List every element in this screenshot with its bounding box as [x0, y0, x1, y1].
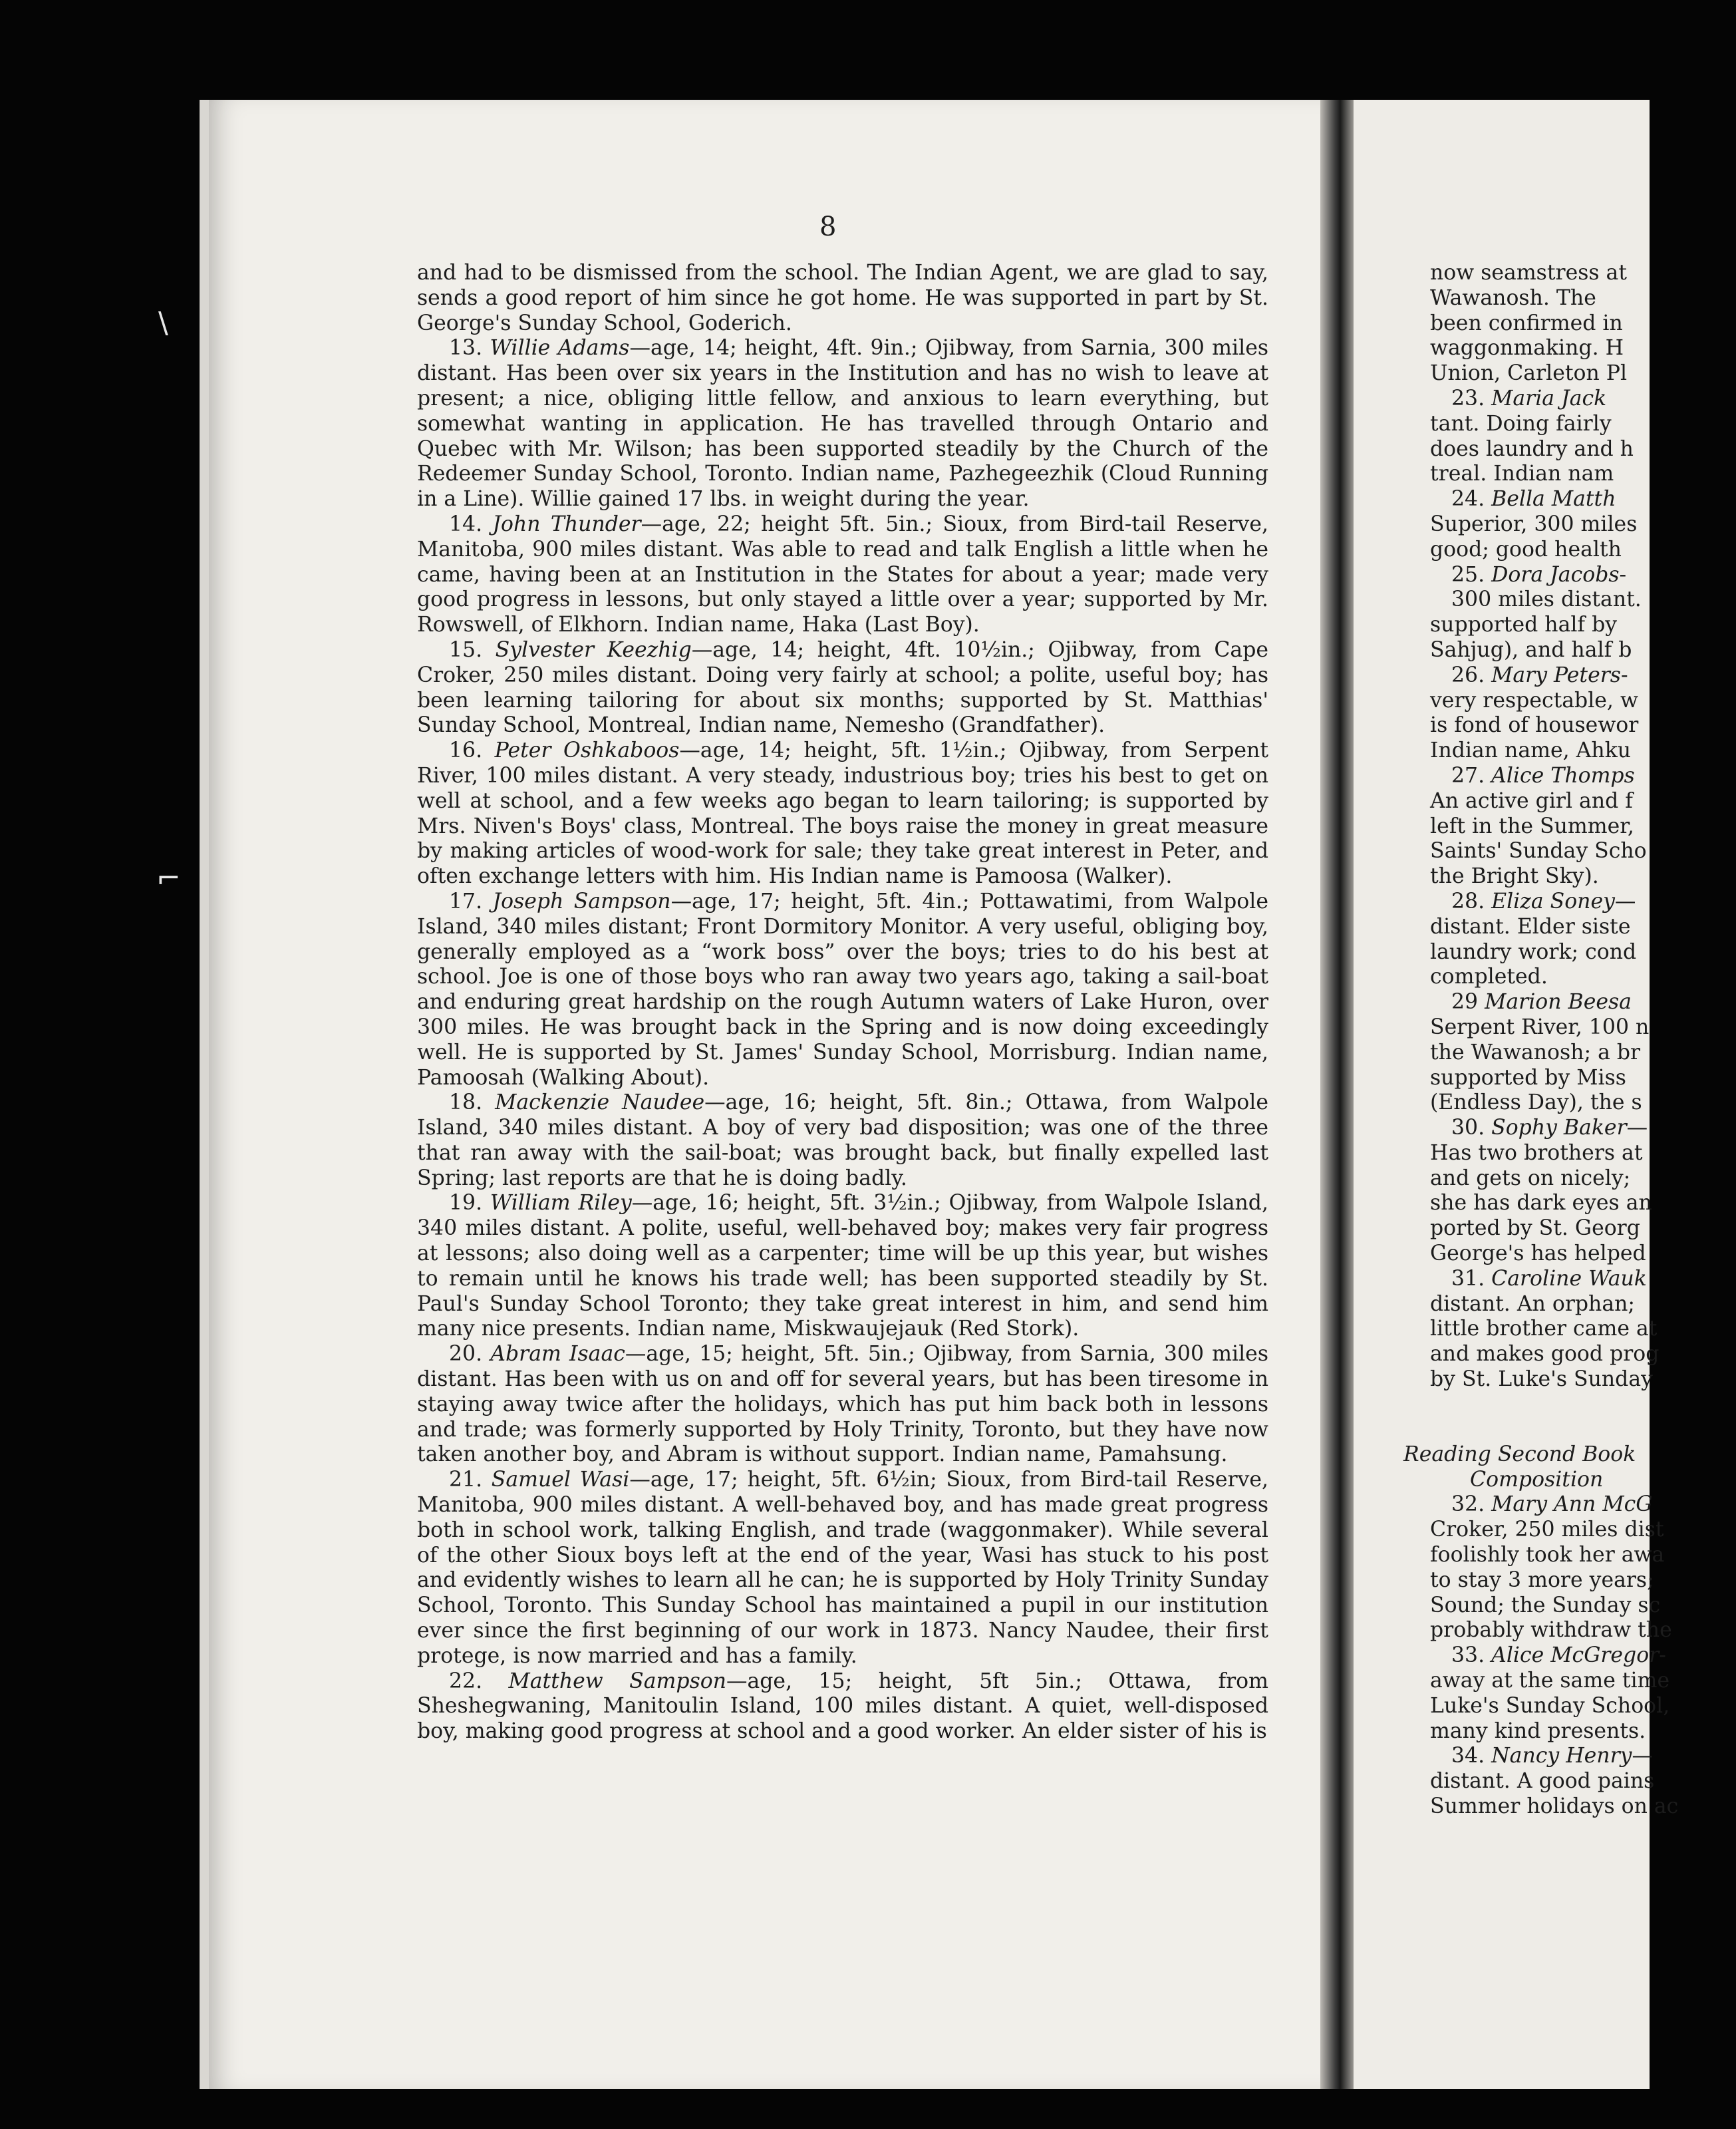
right-text-column — [1403, 261, 1736, 1820]
pupil-name: Eliza Soney — [1491, 889, 1615, 913]
text-line: probably withdraw the — [1430, 1618, 1672, 1643]
pupil-name: Caroline Wauk — [1491, 1266, 1647, 1291]
pupil-name: Mary Ann McG — [1491, 1492, 1653, 1517]
text-line: laundry work; cond — [1430, 939, 1637, 964]
text-line: left in the Summer, — [1430, 814, 1634, 838]
text-line: Sahjug), and half b — [1430, 637, 1632, 662]
paragraph: 20. Abram Isaac—age, 15; height, 5ft. 5in.; Ojibway, from Sarnia, 300 miles distant. Has been with us on and off for several years, but has been tiresome in staying away twice after the holidays, which has put him back both in lessons and trade; was formerly supported by Holy Trinity, Toronto, but they have now taken another boy, and Abram is without support. Indian name, Pamahsung. — [417, 1342, 1268, 1467]
text-line: away at the same time — [1430, 1669, 1670, 1693]
text-line: Summer holidays on ac — [1430, 1794, 1679, 1819]
pupil-name: Nancy Henry — [1491, 1744, 1632, 1768]
text-line: and gets on nicely; — [1430, 1166, 1631, 1190]
paragraph: 14. John Thunder—age, 22; height 5ft. 5in.; Sioux, from Bird-tail Reserve, Manitoba, 900 miles distant. Was able to read and talk English a little when he came, having been at an Institution in the States for about a year; made very good progress in lessons, but only stayed a little over a year; supported by Mr. Rowswell, of Elkhorn. Indian name, Haka (Last Boy). — [417, 512, 1268, 637]
paragraph: 18. Mackenzie Naudee—age, 16; height, 5ft. 8in.; Ottawa, from Walpole Island, 340 miles distant. A boy of very bad disposition; was one of the three that ran away with the sail-boat; was brought back, but finally expelled last Spring; last reports are that he is doing badly. — [417, 1090, 1268, 1190]
text-line: little brother came at — [1430, 1317, 1658, 1341]
text-line: An active girl and f — [1430, 788, 1633, 813]
text-line: supported half by — [1430, 613, 1618, 637]
text-line: ported by St. Georg — [1430, 1216, 1640, 1241]
text-line: and makes good prog — [1430, 1342, 1660, 1367]
text-line: Wawanosh. The — [1430, 285, 1596, 310]
text-line: (Endless Day), the s — [1430, 1090, 1642, 1115]
text-line: Croker, 250 miles dist — [1430, 1518, 1664, 1542]
pupil-name: Mackenzie Naudee — [495, 1090, 705, 1115]
text-line: very respectable, w — [1430, 688, 1638, 713]
text-line: 26. Mary Peters- — [1451, 663, 1628, 687]
pupil-name: Marion Beesa — [1485, 990, 1632, 1015]
text-line: completed. — [1430, 965, 1548, 989]
pupil-name: Dora Jacobs — [1491, 562, 1620, 587]
pupil-name: Willie Adams — [490, 336, 630, 361]
pupil-name: Sylvester Keezhig — [495, 637, 692, 662]
scan-mark: ⌐ — [156, 862, 181, 896]
text-line: Saints' Sunday Scho — [1430, 839, 1647, 864]
pupil-name: Bella Matth — [1491, 487, 1616, 512]
text-line: 27. Alice Thomps — [1451, 763, 1635, 788]
text-line: waggonmaking. H — [1430, 336, 1624, 361]
text-line: Composition — [1470, 1467, 1604, 1492]
paragraph: 13. Willie Adams—age, 14; height, 4ft. 9in.; Ojibway, from Sarnia, 300 miles distant. Has been over six years in the Institution and has no wish to leave at present; a nice, obliging little fellow, and anxious to learn everything, but somewhat wanting in application. He has travelled through Ontario and Quebec with Mr. Wilson; has been supported steadily by the Church of the Redeemer Sunday School, Toronto. Indian name, Pazhegeezhik (Cloud Running in a Line). Willie gained 17 lbs. in weight during the year. — [417, 336, 1269, 512]
paragraph: 15. Sylvester Keezhig—age, 14; height, 4ft. 10½in.; Ojibway, from Cape Croker, 250 miles distant. Doing very fairly at school; a polite, useful boy; has been learning tailoring for about six months; supported by St. Matthias' Sunday School, Montreal, Indian name, Nemesho (Grandfather). — [417, 637, 1269, 738]
text-line: tant. Doing fairly — [1430, 411, 1612, 436]
text-line: 24. Bella Matth — [1451, 487, 1616, 512]
text-line: good; good health — [1430, 537, 1622, 562]
text-line: now seamstress at — [1430, 261, 1627, 285]
text-line: Reading Second Book — [1403, 1442, 1636, 1466]
text-line: is fond of housewor — [1430, 713, 1639, 738]
text-line: Serpent River, 100 n — [1430, 1015, 1650, 1039]
text-line: foolishly took her awa — [1430, 1543, 1665, 1567]
scan-mark: \ — [158, 306, 168, 340]
pupil-name: Sophy Baker — [1491, 1116, 1627, 1140]
text-line: treal. Indian nam — [1430, 462, 1614, 486]
text-line: Union, Carleton Pl — [1430, 361, 1628, 386]
paragraph: 21. Samuel Wasi—age, 17; height, 5ft. 6½in; Sioux, from Bird-tail Reserve, Manitoba, 900 miles distant. A well-behaved boy, and has made great progress both in school work, talking English, and trade (waggonmaker). While several of the other Sioux boys left at the end of the year, Wasi has stuck to his post and evidently wishes to learn all he can; he is supported by Holy Trinity Sunday School, Toronto. This Sunday School has maintained a pupil in our institution ever since the first beginning of our work in 1873. Nancy Naudee, their first protege, is now married and has a family. — [417, 1468, 1269, 1668]
text-line: Indian name, Ahku — [1430, 738, 1632, 763]
text-line: many kind presents. — [1430, 1719, 1646, 1743]
page-number: 8 — [819, 212, 837, 242]
text-line: 28. Eliza Soney— — [1451, 889, 1636, 913]
pupil-name: Abram Isaac — [490, 1342, 625, 1367]
pupil-name: William Riley — [490, 1191, 632, 1216]
text-line: by St. Luke's Sunday — [1430, 1367, 1653, 1392]
pupil-name: Mary Peters — [1491, 663, 1621, 687]
text-line: Luke's Sunday School, — [1430, 1693, 1670, 1718]
spacer — [1430, 1392, 1736, 1442]
pupil-name: Alice McGregor — [1491, 1643, 1660, 1668]
pupil-name: Joseph Sampson — [492, 889, 671, 913]
text-line: 32. Mary Ann McG — [1451, 1492, 1653, 1517]
text-line: to stay 3 more years; — [1430, 1567, 1654, 1592]
pupil-name: Peter Oshkaboos — [494, 738, 680, 763]
book-gutter — [1320, 100, 1354, 2089]
text-line: 31. Caroline Wauk — [1451, 1266, 1647, 1291]
text-line: been confirmed in — [1430, 311, 1623, 335]
paragraph: 16. Peter Oshkaboos—age, 14; height, 5ft. 1½in.; Ojibway, from Serpent River, 100 miles distant. A very steady, industrious boy; tries his best to get on well at school, and a few weeks ago began to learn tailoring; is supported by Mrs. Niven's Boys' class, Montreal. The boys raise the money in great measure by making articles of wood-work for sale; they take great interest in Peter, and often exchange letters with him. His Indian name is Pamoosa (Walker). — [417, 738, 1268, 889]
paragraph: 22. Matthew Sampson—age, 15; height, 5ft 5in.; Ottawa, from Sheshegwaning, Manitoulin Island, 100 miles distant. A quiet, well-disposed boy, making good progress at school and a good worker. An elder sister of his is — [417, 1669, 1268, 1744]
pupil-name: Maria Jack — [1491, 386, 1607, 410]
text-line: 30. Sophy Baker— — [1451, 1116, 1648, 1140]
pupil-name: Alice Thomps — [1491, 763, 1635, 788]
text-line: distant. A good pains — [1430, 1769, 1655, 1794]
pupil-name: Matthew Sampson — [508, 1669, 726, 1693]
left-text-column — [417, 261, 1268, 1744]
text-line: distant. Elder siste — [1430, 914, 1631, 939]
paragraph: 19. William Riley—age, 16; height, 5ft. 3½in.; Ojibway, from Walpole Island, 340 miles distant. A polite, useful, well-behaved boy; makes very fair progress at lessons; also doing well as a carpenter; time will be up this year, but wishes to remain until he knows his trade well; has been supported steadily by St. Paul's Sunday School Toronto; they take great interest in him, and send him many nice presents. Indian name, Miskwaujejauk (Red Stork). — [417, 1191, 1268, 1341]
text-line: supported by Miss — [1430, 1065, 1626, 1090]
text-line: does laundry and h — [1430, 436, 1634, 461]
text-line: Superior, 300 miles — [1430, 512, 1638, 536]
pupil-name: John Thunder — [492, 512, 641, 536]
text-line: 25. Dora Jacobs- — [1451, 562, 1627, 587]
text-line: 33. Alice McGregor- — [1451, 1643, 1666, 1668]
text-line: 300 miles distant. — [1451, 587, 1642, 612]
text-line: Sound; the Sunday sc — [1430, 1593, 1661, 1617]
text-line: the Bright Sky). — [1430, 864, 1599, 889]
paragraph: and had to be dismissed from the school. The Indian Agent, we are glad to say, sends a good report of him since he got home. He was supported in part by St. George's Sunday School, Goderich. — [417, 261, 1268, 335]
text-line: George's has helped — [1430, 1241, 1646, 1266]
text-line: 23. Maria Jack — [1451, 386, 1607, 410]
text-line: she has dark eyes an — [1430, 1191, 1652, 1216]
pupil-name: Samuel Wasi — [491, 1468, 630, 1492]
text-line: the Wawanosh; a br — [1430, 1040, 1641, 1064]
text-line: 34. Nancy Henry— — [1451, 1744, 1653, 1768]
paragraph: 17. Joseph Sampson—age, 17; height, 5ft. 4in.; Pottawatimi, from Walpole Island, 340 miles distant; Front Dormitory Monitor. A very useful, obliging boy, generally employed as a “work boss” over the boys; tries to do his best at school. Joe is one of those boys who ran away two years ago, taking a sail-boat and enduring great hardship on the rough Autumn waters of Lake Huron, over 300 miles. He was brought back in the Spring and is now doing exceedingly well. He is supported by St. James' Sunday School, Morrisburg. Indian name, Pamoosah (Walking About). — [417, 889, 1268, 1090]
text-line: distant. An orphan; — [1430, 1291, 1636, 1316]
text-line: Has two brothers at — [1430, 1140, 1643, 1165]
text-line: 29 Marion Beesa — [1451, 990, 1632, 1015]
